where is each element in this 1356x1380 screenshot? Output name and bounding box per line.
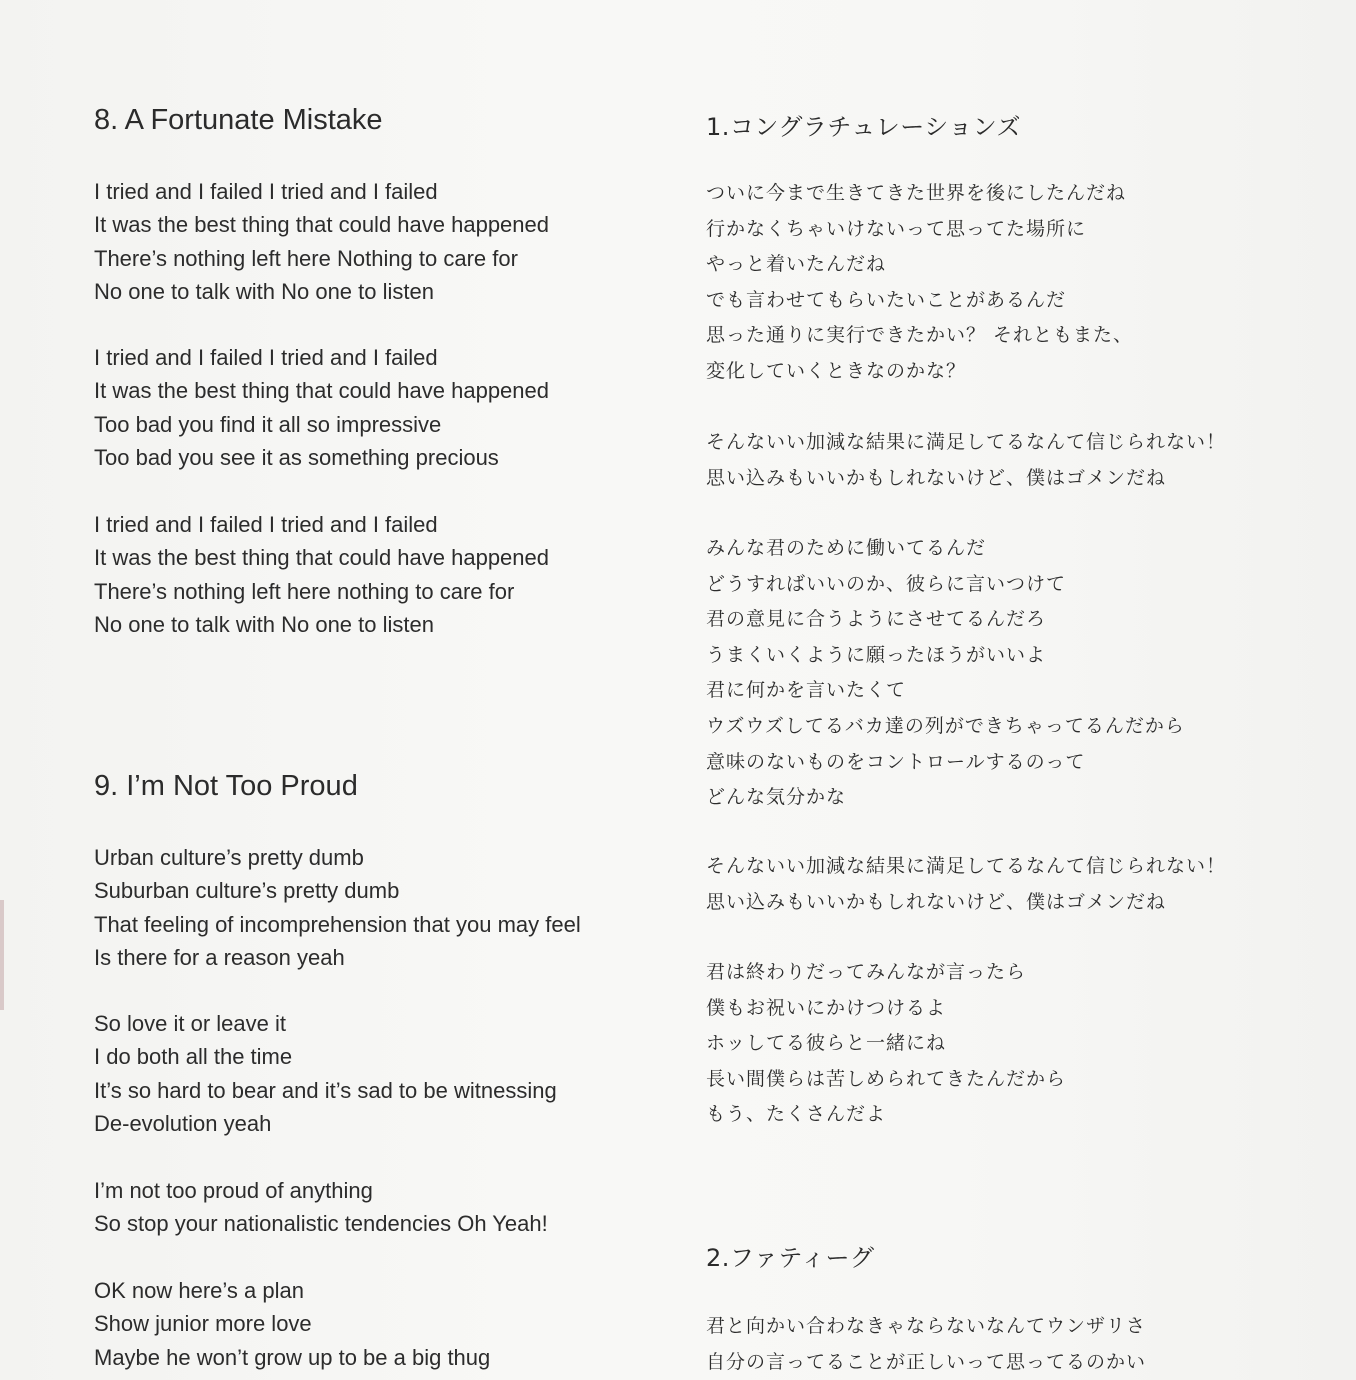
lyric-line: It’s so hard to bear and it’s sad to be witnessing: [94, 1077, 557, 1103]
lyric-line: Suburban culture’s pretty dumb: [94, 878, 400, 904]
lyric-line: No one to talk with No one to listen: [94, 611, 434, 637]
lyric-line: So stop your nationalistic tendencies Oh Yeah!: [94, 1211, 548, 1237]
lyric-line: どんな気分かな: [706, 786, 847, 809]
stanza: [706, 176, 1133, 390]
lyric-line: 思い込みもいいかもしれないけど、僕はゴメンだね: [706, 890, 1167, 913]
stanza: [94, 175, 549, 308]
stanza: [706, 1309, 1146, 1380]
lyric-line: 変化していくときなのかな？: [706, 359, 967, 382]
lyric-line: 思い込みもいいかもしれないけど、僕はゴメンだね: [706, 466, 1167, 489]
lyric-line: 意味のないものをコントロールするのって: [706, 750, 1086, 773]
stanza: [706, 531, 1185, 816]
lyric-line: OK now here’s a plan: [94, 1278, 304, 1303]
lyric-line: 君と向かい合わなきゃならないなんてウンザリさ: [706, 1315, 1147, 1337]
lyric-line: So love it or leave it: [94, 1011, 286, 1036]
lyric-line: ホッしてる彼らと一緒にね: [706, 1032, 947, 1055]
lyric-line: There’s nothing left here Nothing to care for: [94, 245, 518, 271]
page-edge-mark: [0, 900, 4, 1010]
lyric-line: I’m not too proud of anything: [94, 1178, 373, 1203]
stanza: [706, 849, 1226, 920]
lyric-line: Urban culture’s pretty dumb: [94, 845, 364, 870]
stanza: [94, 1274, 490, 1374]
song-title-9: 9. I’m Not Too Proud: [94, 770, 358, 802]
lyric-line: I do both all the time: [94, 1044, 293, 1070]
lyric-line: 行かなくちゃいけないって思ってた場所に: [706, 217, 1087, 240]
stanza: [94, 508, 549, 641]
lyric-line: Too bad you find it all so impressive: [94, 411, 442, 437]
lyric-line: Show junior more love: [94, 1311, 312, 1337]
lyric-line: 思った通りに実行できたかい？ それともまた、: [706, 324, 1134, 347]
lyric-line: ウズウズしてるバカ達の列ができちゃってるんだから: [706, 714, 1185, 737]
lyric-line: De-evolution yeah: [94, 1110, 272, 1136]
lyric-line: ついに今まで生きてきた世界を後にしたんだね: [706, 182, 1127, 204]
lyric-line: もう、たくさんだよ: [706, 1103, 887, 1126]
song-title-1: 1.コングラチュレーションズ: [706, 113, 1022, 141]
stanza: [706, 955, 1066, 1133]
lyric-line: It was the best thing that could have happened: [94, 545, 549, 571]
song-title-8: 8. A Fortunate Mistake: [94, 104, 383, 136]
lyric-line: 君の意見に合うようにさせてるんだろ: [706, 608, 1047, 631]
lyric-line: どうすればいいのか、彼らに言いつけて: [706, 572, 1067, 595]
lyric-line: No one to talk with No one to listen: [94, 278, 434, 304]
lyric-line: It was the best thing that could have happened: [94, 378, 549, 404]
lyric-line: でも言わせてもらいたいことがあるんだ: [706, 288, 1067, 311]
lyric-line: やっと着いたんだね: [706, 253, 887, 276]
lyric-line: そんないい加減な結果に満足してるなんて信じられない！: [706, 855, 1227, 877]
lyric-line: Too bad you see it as something precious: [94, 444, 499, 470]
lyric-line: That feeling of incomprehension that you may feel: [94, 911, 581, 937]
stanza: [706, 425, 1226, 496]
lyric-line: 僕もお祝いにかけつけるよ: [706, 996, 947, 1019]
stanza: [94, 341, 549, 474]
lyric-line: 長い間僕らは苦しめられてきたんだから: [706, 1067, 1067, 1090]
lyric-line: It was the best thing that could have happened: [94, 212, 549, 238]
lyric-line: みんな君のために働いてるんだ: [706, 537, 987, 559]
lyric-line: 君に何かを言いたくて: [706, 679, 907, 702]
lyric-line: Is there for a reason yeah: [94, 944, 345, 970]
stanza: [94, 841, 581, 974]
lyric-line: I tried and I failed I tried and I failed: [94, 179, 438, 204]
lyric-line: I tried and I failed I tried and I failed: [94, 345, 438, 370]
lyric-line: うまくいくように願ったほうがいいよ: [706, 643, 1047, 666]
lyric-line: 君は終わりだってみんなが言ったら: [706, 961, 1027, 983]
lyric-line: I tried and I failed I tried and I failed: [94, 512, 438, 537]
stanza: [94, 1174, 548, 1241]
lyric-line: 自分の言ってることが正しいって思ってるのかい: [706, 1350, 1147, 1373]
stanza: [94, 1007, 557, 1140]
lyric-line: There’s nothing left here nothing to care for: [94, 578, 515, 604]
lyric-line: Maybe he won’t grow up to be a big thug: [94, 1344, 491, 1370]
song-title-2: 2.ファティーグ: [706, 1244, 875, 1272]
lyric-line: そんないい加減な結果に満足してるなんて信じられない！: [706, 431, 1227, 453]
